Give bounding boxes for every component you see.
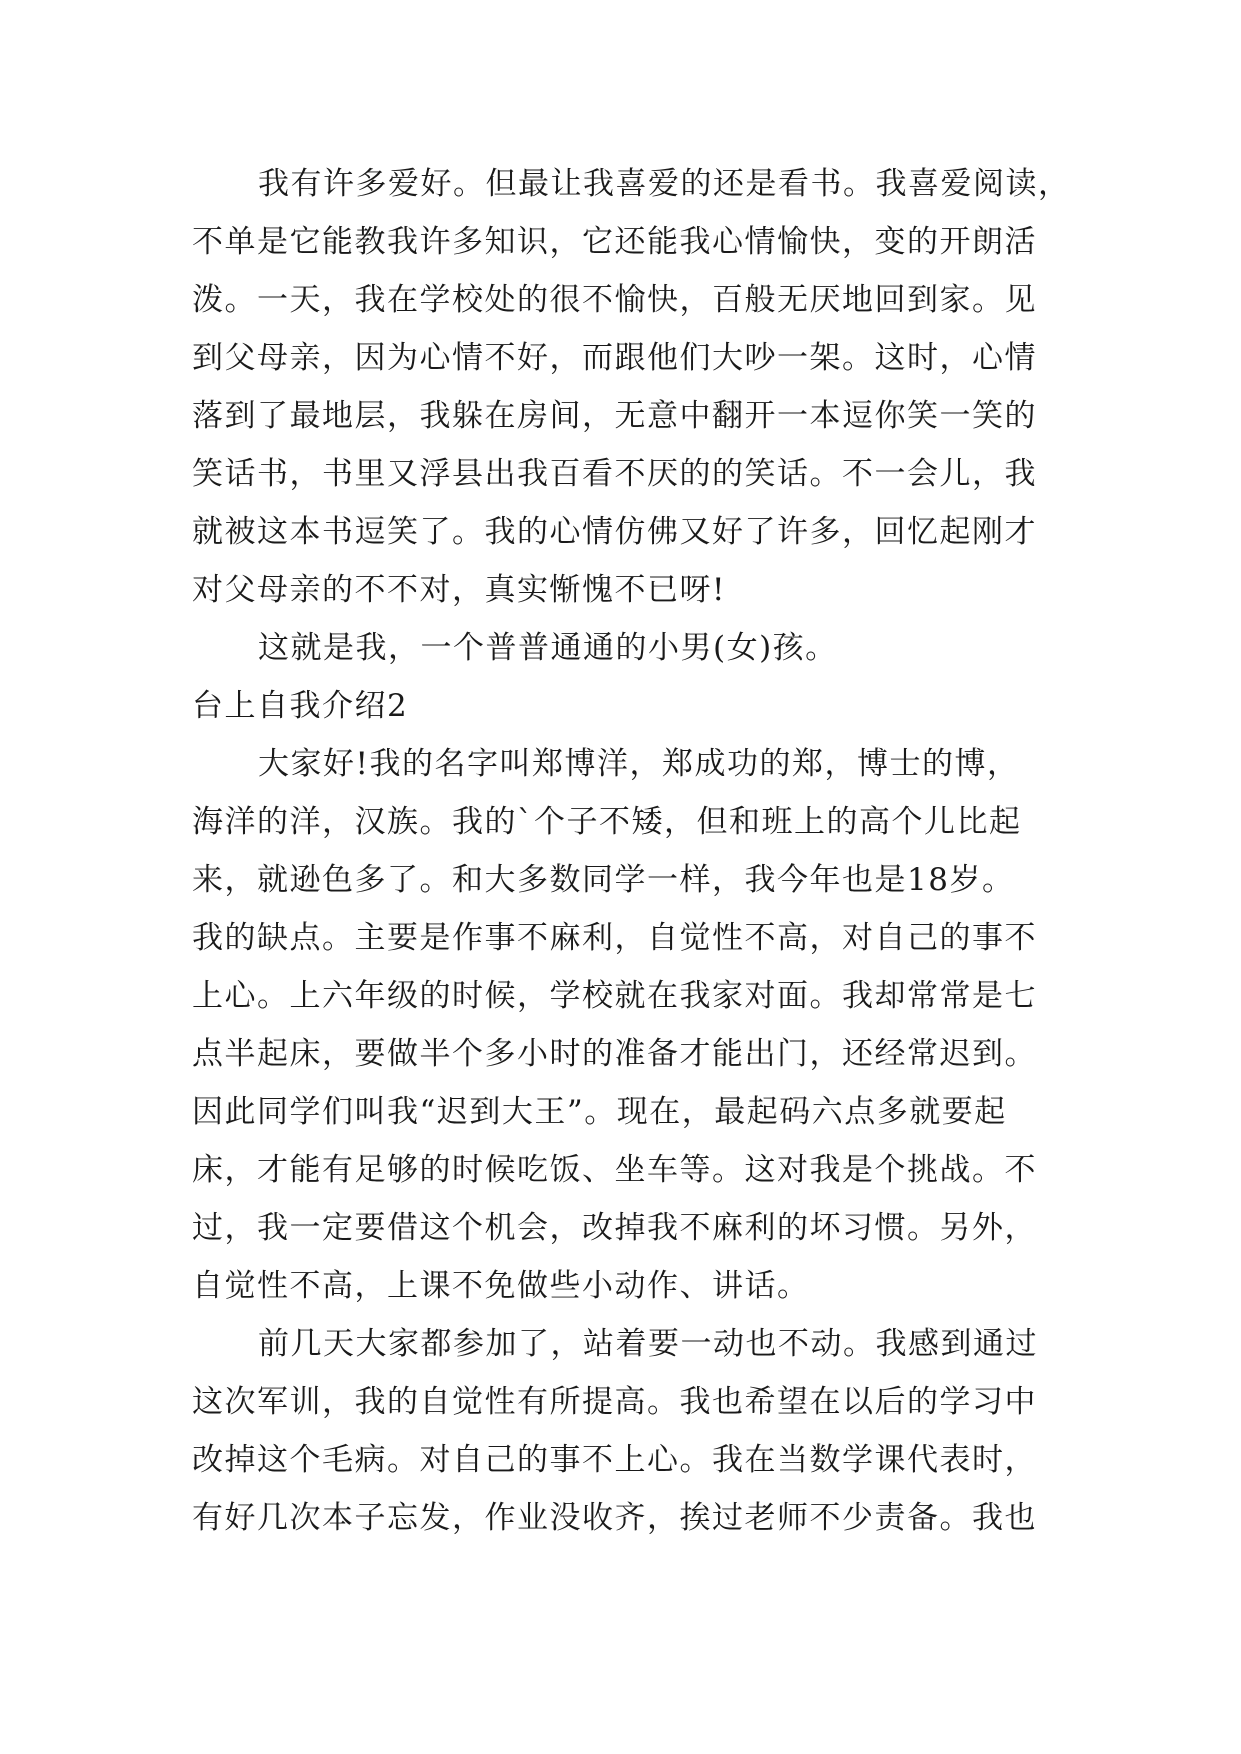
text-line: 泼。一天，我在学校处的很不愉快，百般无厌地回到家。见 — [192, 282, 1037, 318]
text-line: 到父母亲，因为心情不好，而跟他们大吵一架。这时，心情 — [192, 340, 1037, 376]
text-line: 对父母亲的不不对，真实惭愧不已呀! — [192, 572, 726, 608]
text-line: 因此同学们叫我“迟到大王”。现在，最起码六点多就要起 — [192, 1094, 1007, 1130]
text-line: 有好几次本子忘发，作业没收齐，挨过老师不少责备。我也 — [192, 1500, 1037, 1536]
text-line: 上心。上六年级的时候，学校就在我家对面。我却常常是七 — [192, 978, 1037, 1014]
paragraph-military-training — [192, 1315, 1062, 1547]
text-line: 就被这本书逗笑了。我的心情仿佛又好了许多，回忆起刚才 — [192, 514, 1037, 550]
section-heading: 台上自我介绍2 — [192, 688, 409, 724]
text-line: 点半起床，要做半个多小时的准备才能出门，还经常迟到。 — [192, 1036, 1037, 1072]
paragraph-closing — [192, 619, 1062, 677]
text-line: 我有许多爱好。但最让我喜爱的还是看书。我喜爱阅读， — [258, 166, 1071, 202]
text-line: 床，才能有足够的时候吃饭、坐车等。这对我是个挑战。不 — [192, 1152, 1037, 1188]
text-line: 我的缺点。主要是作事不麻利，自觉性不高，对自己的事不 — [192, 920, 1037, 956]
text-line: 这就是我，一个普普通通的小男(女)孩。 — [258, 630, 838, 666]
text-line: 前几天大家都参加了，站着要一动也不动。我感到通过 — [258, 1326, 1038, 1362]
document-body — [192, 155, 1071, 1547]
text-line: 笑话书，书里又浮县出我百看不厌的的笑话。不一会儿，我 — [192, 456, 1037, 492]
text-line: 自觉性不高，上课不免做些小动作、讲话。 — [192, 1268, 810, 1304]
paragraph-hobbies — [192, 155, 1071, 619]
paragraph-introduction — [192, 735, 1062, 1315]
text-line: 落到了最地层，我躲在房间，无意中翻开一本逗你笑一笑的 — [192, 398, 1037, 434]
text-line: 过，我一定要借这个机会，改掉我不麻利的坏习惯。另外， — [192, 1210, 1037, 1246]
text-line: 海洋的洋，汉族。我的`个子不矮，但和班上的高个儿比起 — [192, 804, 1022, 840]
text-line: 来，就逊色多了。和大多数同学一样，我今年也是18岁。 — [192, 862, 1015, 898]
text-line: 这次军训，我的自觉性有所提高。我也希望在以后的学习中 — [192, 1384, 1037, 1420]
text-line: 大家好!我的名字叫郑博洋，郑成功的郑，博士的博， — [258, 746, 1020, 782]
text-line: 不单是它能教我许多知识，它还能我心情愉快，变的开朗活 — [192, 224, 1037, 260]
text-line: 改掉这个毛病。对自己的事不上心。我在当数学课代表时， — [192, 1442, 1037, 1478]
